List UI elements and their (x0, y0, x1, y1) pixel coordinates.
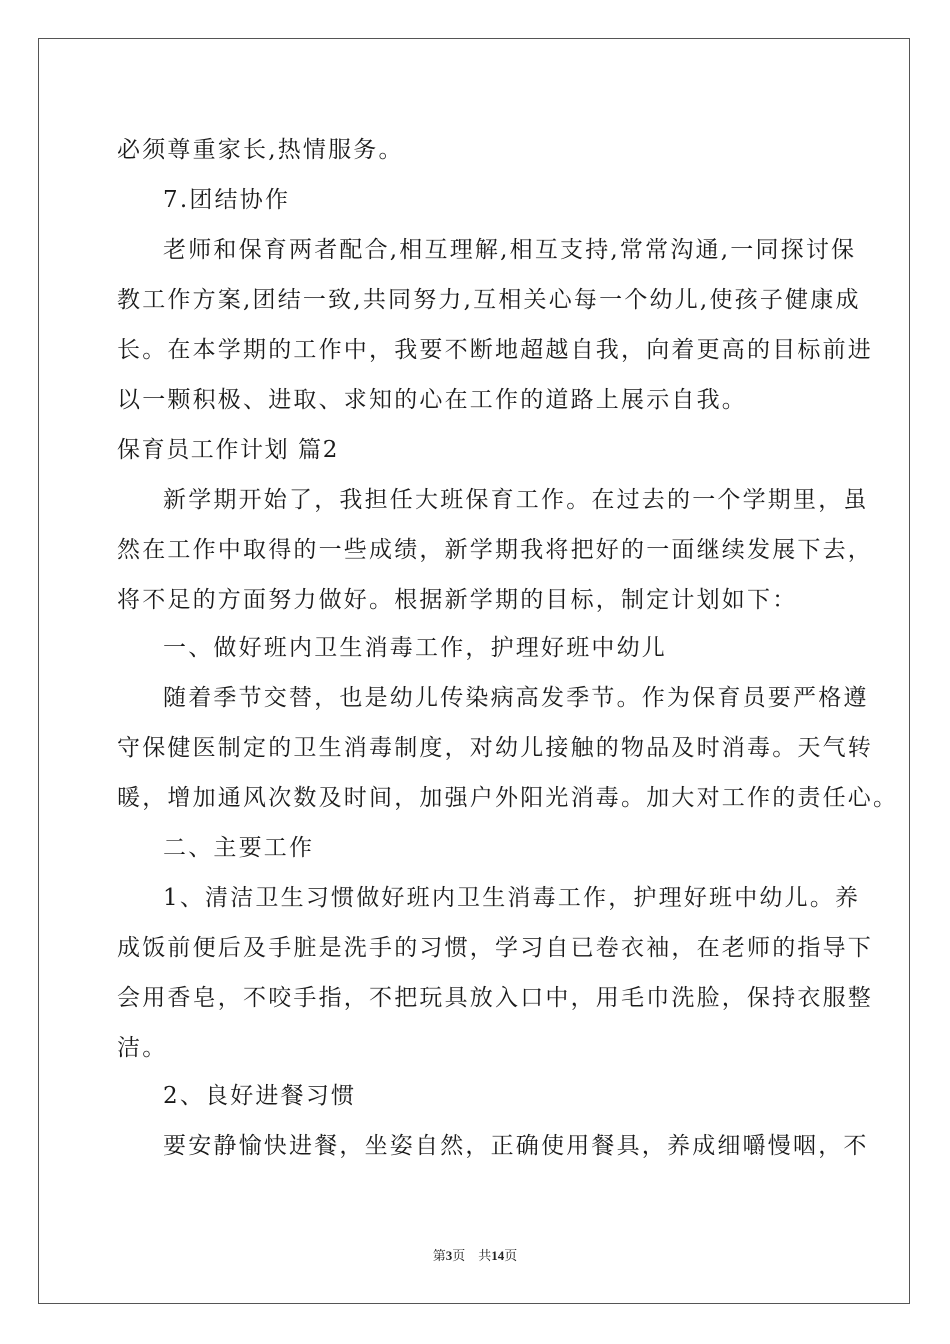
text-line: 守保健医制定的卫生消毒制度，对幼儿接触的物品及时消毒。天气转 (117, 735, 873, 761)
text-line: 洁。 (117, 1035, 168, 1061)
footer-suffix: 页 (504, 1248, 518, 1263)
section-heading: 7.团结协作 (163, 187, 291, 213)
text-line: 成饭前便后及手脏是洗手的习惯，学习自已卷衣袖，在老师的指导下 (117, 935, 873, 961)
page-footer (0, 1247, 950, 1265)
text-line: 长。在本学期的工作中，我要不断地超越自我，向着更高的目标前进 (117, 337, 873, 363)
text-line: 要安静愉快进餐，坐姿自然，正确使用餐具，养成细嚼慢咽，不 (163, 1133, 869, 1159)
section-heading: 一、做好班内卫生消毒工作，护理好班中幼儿 (163, 635, 667, 661)
current-page-number: 3 (445, 1248, 453, 1263)
text-line: 然在工作中取得的一些成绩，新学期我将把好的一面继续发展下去， (117, 537, 873, 563)
section-heading: 2、良好进餐习惯 (163, 1083, 357, 1109)
text-line: 老师和保育两者配合,相互理解,相互支持,常常沟通,一同探讨保 (163, 237, 857, 263)
text-line: 以一颗积极、进取、求知的心在工作的道路上展示自我。 (117, 387, 747, 413)
text-line: 1、清洁卫生习惯做好班内卫生消毒工作，护理好班中幼儿。养 (163, 885, 861, 911)
text-line: 会用香皂，不咬手指，不把玩具放入口中，用毛巾洗脸，保持衣服整 (117, 985, 873, 1011)
text-line: 将不足的方面努力做好。根据新学期的目标，制定计划如下： (117, 587, 798, 613)
section-heading: 二、主要工作 (163, 835, 315, 861)
text-line: 必须尊重家长,热情服务。 (117, 137, 404, 163)
text-line: 教工作方案,团结一致,共同努力,互相关心每一个幼儿,使孩子健康成 (117, 287, 861, 313)
text-line: 随着季节交替，也是幼儿传染病高发季节。作为保育员要严格遵 (163, 685, 869, 711)
footer-prefix: 第 (432, 1248, 446, 1263)
text-line: 暖，增加通风次数及时间，加强户外阳光消毒。加大对工作的责任心。 (117, 785, 899, 811)
total-pages-number: 14 (491, 1248, 505, 1263)
footer-mid: 页 共 (452, 1248, 492, 1263)
article-title: 保育员工作计划 篇2 (117, 437, 339, 463)
text-line: 新学期开始了，我担任大班保育工作。在过去的一个学期里，虽 (163, 487, 869, 513)
page-border (38, 38, 910, 1304)
